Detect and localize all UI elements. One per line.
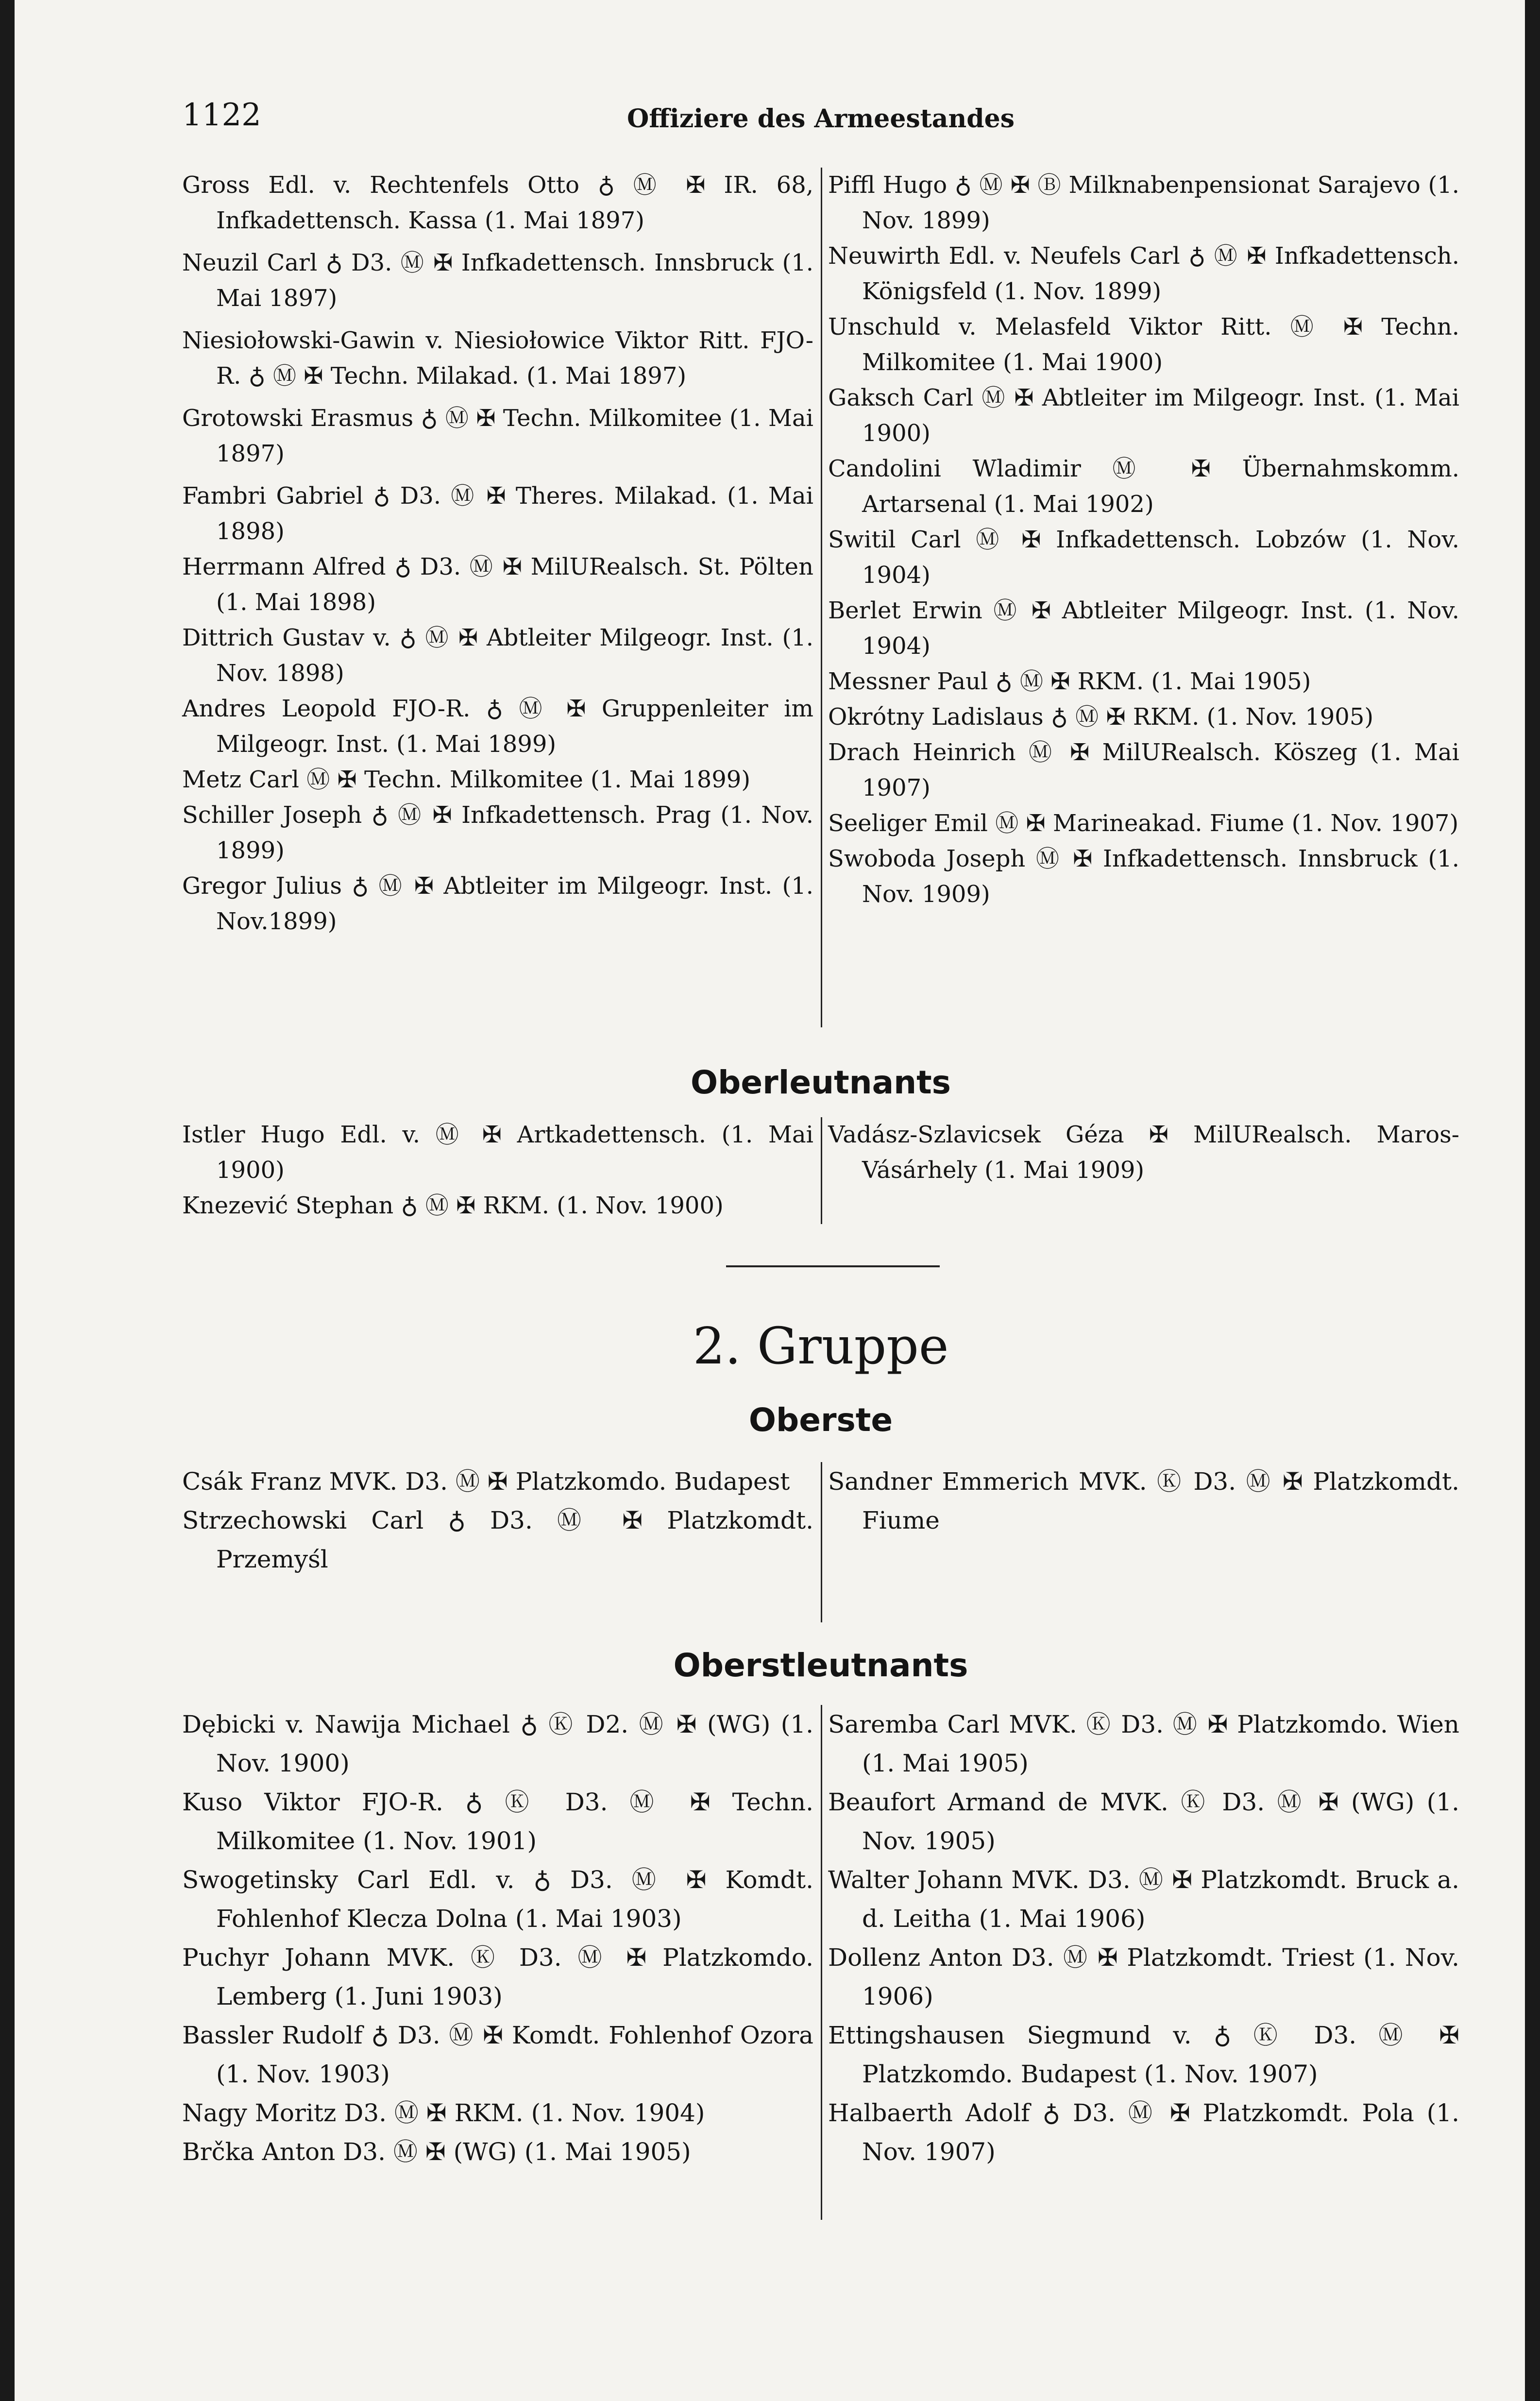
entry: Knezević Stephan ♁ Ⓜ ✠ RKM. (1. Nov. 1900) [182,1192,724,1219]
entries-block-oberstleutnants [182,1705,1459,2220]
entry: Grotowski Erasmus ♁ Ⓜ ✠ Techn. Milkomitee (1. Mai 1897) [182,405,813,467]
entry: Saremba Carl MVK. Ⓚ D3. Ⓜ ✠ Platzkomdo. Wien (1. Mai 1905) [828,1710,1459,1777]
entries-left-column [182,1705,813,2171]
entry: Istler Hugo Edl. v. Ⓜ ✠ Artkadettensch. (1. Mai 1900) [182,1121,813,1184]
page-number: 1122 [182,97,261,133]
entries-right-column [828,168,1459,912]
entry: Seeliger Emil Ⓜ ✠ Marineakad. Fiume (1. Nov. 1907) [828,810,1459,837]
entry: Puchyr Johann MVK. Ⓚ D3. Ⓜ ✠ Platzkomdo. Lemberg (1. Juni 1903) [182,1943,813,2010]
entry: Strzechowski Carl ♁ D3. Ⓜ ✠ Platzkomdt. Przemyśl [182,1506,813,1573]
entry: Neuzil Carl ♁ D3. Ⓜ ✠ Infkadettensch. Innsbruck (1. Mai 1897) [182,249,813,312]
section-heading-oberleutnants: Oberleutnants [691,1064,951,1101]
entries-left-column [182,1462,813,1579]
entry: Nagy Moritz D3. Ⓜ ✠ RKM. (1. Nov. 1904) [182,2099,705,2127]
section-heading-oberstleutnants: Oberstleutnants [673,1647,968,1684]
entry: Schiller Joseph ♁ Ⓜ ✠ Infkadettensch. Prag (1. Nov. 1899) [182,801,813,864]
entry: Berlet Erwin Ⓜ ✠ Abtleiter Milgeogr. Inst. (1. Nov. 1904) [828,597,1459,660]
entry: Piffl Hugo ♁ Ⓜ ✠ Ⓑ Milknabenpensionat Sarajevo (1. Nov. 1899) [828,171,1459,234]
entry: Candolini Wladimir Ⓜ ✠ Übernahmskomm. Artarsenal (1. Mai 1902) [828,455,1459,518]
entry: Herrmann Alfred ♁ D3. Ⓜ ✠ MilURealsch. St. Pölten (1. Mai 1898) [182,553,813,616]
entry: Vadász-Szlavicsek Géza ✠ MilURealsch. Maros-Vásárhely (1. Mai 1909) [828,1121,1459,1184]
group-heading: 2. Gruppe [693,1316,949,1376]
entries-right-column [828,1117,1459,1188]
entry: Swogetinsky Carl Edl. v. ♁ D3. Ⓜ ✠ Komdt. Fohlenhof Klecza Dolna (1. Mai 1903) [182,1866,813,1933]
column-divider [821,1462,822,1622]
entry: Okrótny Ladislaus ♁ Ⓜ ✠ RKM. (1. Nov. 1905) [828,703,1374,731]
entry: Metz Carl Ⓜ ✠ Techn. Milkomitee (1. Mai 1899) [182,766,751,793]
entries-left-column [182,168,813,939]
entry: Dollenz Anton D3. Ⓜ ✠ Platzkomdt. Triest (1. Nov. 1906) [828,1943,1459,2010]
entry: Brčka Anton D3. Ⓜ ✠ (WG) (1. Mai 1905) [182,2138,691,2166]
entries-block-oberste [182,1462,1459,1622]
page-title: Offiziere des Armeestandes [627,104,1015,134]
entry: Drach Heinrich Ⓜ ✠ MilURealsch. Köszeg (1. Mai 1907) [828,739,1459,801]
entry: Ettingshausen Siegmund v. ♁ Ⓚ D3. Ⓜ ✠ Platzkomdo. Budapest (1. Nov. 1907) [828,2021,1459,2088]
entry: Andres Leopold FJO-R. ♁ Ⓜ ✠ Gruppenleiter im Milgeogr. Inst. (1. Mai 1899) [182,695,813,758]
entries-block-1 [182,168,1459,1027]
entry: Switil Carl Ⓜ ✠ Infkadettensch. Lobzów (1. Nov. 1904) [828,526,1459,589]
entry: Beaufort Armand de MVK. Ⓚ D3. Ⓜ ✠ (WG) (1. Nov. 1905) [828,1788,1459,1855]
entry: Halbaerth Adolf ♁ D3. Ⓜ ✠ Platzkomdt. Pola (1. Nov. 1907) [828,2099,1459,2166]
entry: Bassler Rudolf ♁ D3. Ⓜ ✠ Komdt. Fohlenhof Ozora (1. Nov. 1903) [182,2021,813,2088]
section-heading-oberste: Oberste [748,1401,893,1439]
entries-left-column [182,1117,813,1224]
entry: Messner Paul ♁ Ⓜ ✠ RKM. (1. Mai 1905) [828,668,1311,695]
entries-block-oberleutnants [182,1117,1459,1224]
entry: Dittrich Gustav v. ♁ Ⓜ ✠ Abtleiter Milgeogr. Inst. (1. Nov. 1898) [182,624,813,687]
entry: Fambri Gabriel ♁ D3. Ⓜ ✠ Theres. Milakad. (1. Mai 1898) [182,482,813,545]
entry: Csák Franz MVK. D3. Ⓜ ✠ Platzkomdo. Budapest [182,1467,790,1496]
entry: Gregor Julius ♁ Ⓜ ✠ Abtleiter im Milgeogr. Inst. (1. Nov.1899) [182,872,813,935]
column-divider [821,1117,822,1224]
entries-right-column [828,1705,1459,2171]
entry: Sandner Emmerich MVK. Ⓚ D3. Ⓜ ✠ Platzkomdt. Fiume [828,1467,1459,1534]
column-divider [821,168,822,1027]
document-page [15,0,1525,2401]
entry: Kuso Viktor FJO-R. ♁ Ⓚ D3. Ⓜ ✠ Techn. Milkomitee (1. Nov. 1901) [182,1788,813,1855]
entry: Neuwirth Edl. v. Neufels Carl ♁ Ⓜ ✠ Infkadettensch. Königsfeld (1. Nov. 1899) [828,242,1459,305]
running-head [182,97,1459,141]
section-rule [726,1265,940,1267]
entry: Niesiołowski-Gawin v. Niesiołowice Viktor Ritt. FJO-R. ♁ Ⓜ ✠ Techn. Milakad. (1. Mai 1897) [182,327,813,390]
entries-right-column [828,1462,1459,1540]
entry: Swoboda Joseph Ⓜ ✠ Infkadettensch. Innsbruck (1. Nov. 1909) [828,845,1459,908]
column-divider [821,1705,822,2220]
entry: Gaksch Carl Ⓜ ✠ Abtleiter im Milgeogr. Inst. (1. Mai 1900) [828,384,1459,447]
entry: Walter Johann MVK. D3. Ⓜ ✠ Platzkomdt. Bruck a. d. Leitha (1. Mai 1906) [828,1866,1459,1933]
entry: Gross Edl. v. Rechtenfels Otto ♁ Ⓜ ✠ IR. 68, Infkadettensch. Kassa (1. Mai 1897) [182,171,813,234]
entry: Dębicki v. Nawija Michael ♁ Ⓚ D2. Ⓜ ✠ (WG) (1. Nov. 1900) [182,1710,813,1777]
entry: Unschuld v. Melasfeld Viktor Ritt. Ⓜ ✠ Techn. Milkomitee (1. Mai 1900) [828,313,1459,376]
